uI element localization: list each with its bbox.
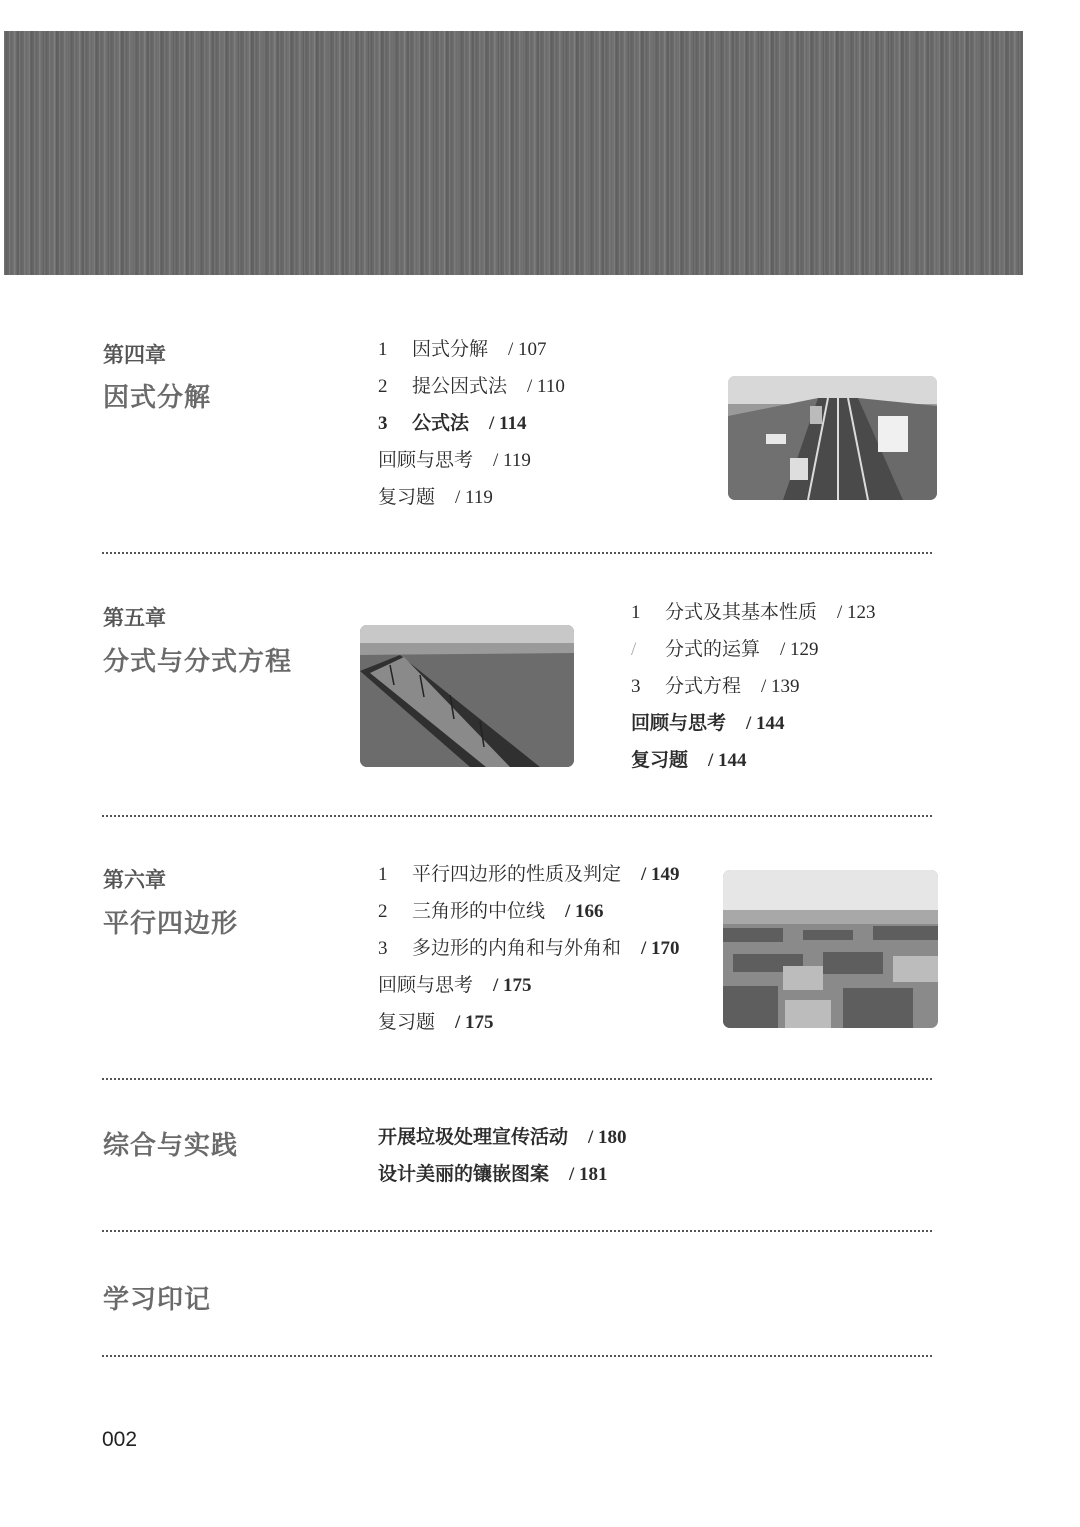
toc-item[interactable]: 1 因式分解 / 107 bbox=[378, 339, 547, 360]
toc-item[interactable]: 2 提公因式法 / 110 bbox=[378, 376, 565, 397]
chapter-5-number: 第五章 bbox=[103, 606, 166, 630]
chapter-5-toc bbox=[631, 594, 876, 779]
toc-item[interactable]: 复习题 / 175 bbox=[378, 1012, 494, 1033]
divider bbox=[102, 1078, 932, 1080]
chapter-6-number: 第六章 bbox=[103, 868, 166, 892]
bridge-photo bbox=[360, 625, 574, 767]
toc-item[interactable]: 3 公式法 / 114 bbox=[378, 413, 527, 434]
notes-title: 学习印记 bbox=[103, 1285, 212, 1315]
chapter-4-title: 因式分解 bbox=[103, 383, 212, 413]
toc-item[interactable]: 回顾与思考 / 144 bbox=[631, 713, 785, 734]
divider bbox=[102, 552, 932, 554]
toc-item[interactable]: 复习题 / 119 bbox=[378, 487, 493, 508]
farmland-photo bbox=[723, 870, 938, 1028]
toc-item[interactable]: 设计美丽的镶嵌图案 / 181 bbox=[378, 1164, 608, 1185]
divider bbox=[102, 1230, 932, 1232]
toc-item[interactable]: 回顾与思考 / 175 bbox=[378, 975, 532, 996]
chapter-4-toc bbox=[378, 331, 565, 516]
chapter-6-title: 平行四边形 bbox=[103, 909, 239, 939]
divider bbox=[102, 815, 932, 817]
chapter-6-toc bbox=[378, 856, 680, 1041]
toc-item[interactable]: 1 平行四边形的性质及判定 / 149 bbox=[378, 864, 680, 885]
toc-item[interactable]: 开展垃圾处理宣传活动 / 180 bbox=[378, 1127, 627, 1148]
divider bbox=[102, 1355, 932, 1357]
toc-item[interactable]: 3 多边形的内角和与外角和 / 170 bbox=[378, 938, 680, 959]
toc-item[interactable]: 3 分式方程 / 139 bbox=[631, 676, 800, 697]
practice-toc bbox=[378, 1119, 627, 1193]
toc-item[interactable]: 1 分式及其基本性质 / 123 bbox=[631, 602, 876, 623]
header-banner bbox=[4, 31, 1023, 275]
practice-title: 综合与实践 bbox=[103, 1131, 239, 1161]
toc-item[interactable]: 复习题 / 144 bbox=[631, 750, 747, 771]
toc-item[interactable]: 2 三角形的中位线 / 166 bbox=[378, 901, 604, 922]
toc-item[interactable]: 回顾与思考 / 119 bbox=[378, 450, 531, 471]
chapter-4-number: 第四章 bbox=[103, 343, 166, 367]
toc-item[interactable]: / 分式的运算 / 129 bbox=[631, 639, 819, 660]
chapter-5-title: 分式与分式方程 bbox=[103, 647, 293, 677]
highway-photo bbox=[728, 376, 937, 500]
page-number: 002 bbox=[102, 1428, 138, 1451]
